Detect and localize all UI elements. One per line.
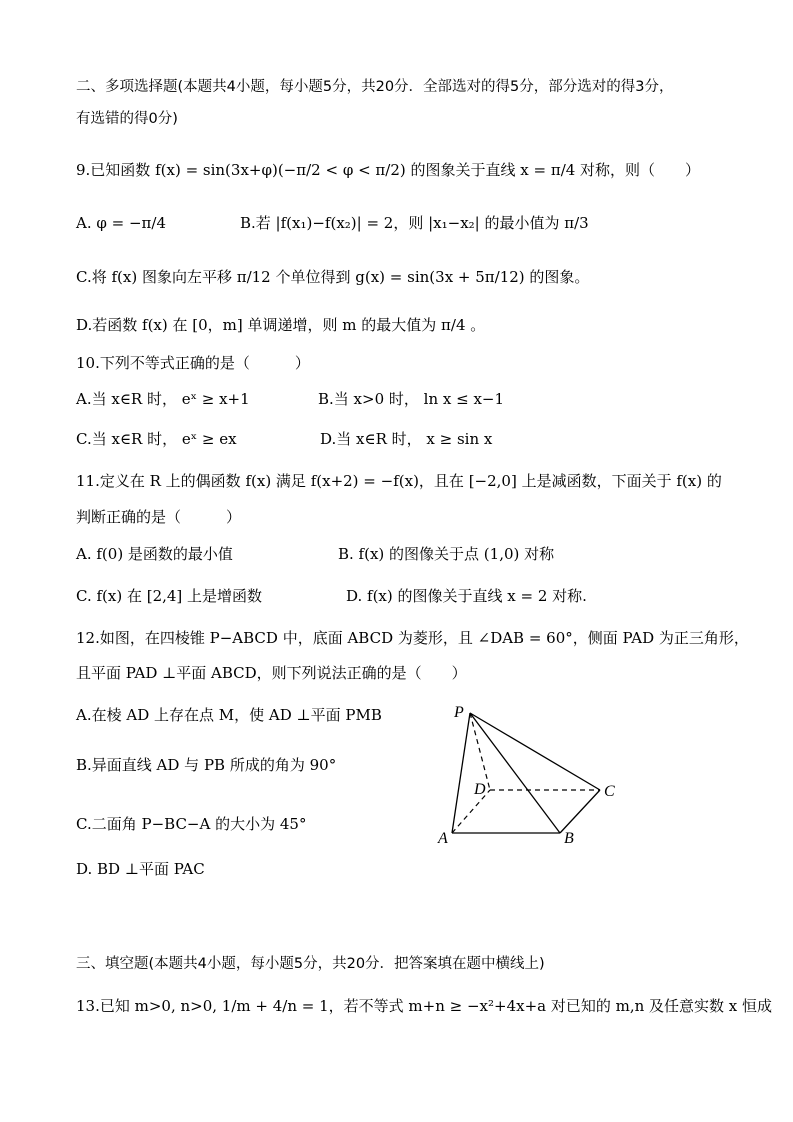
edge-pd (470, 713, 490, 790)
edge-pb (470, 713, 560, 833)
q10-stem: 10.下列不等式正确的是（ ） (76, 354, 310, 372)
q12-option-d: D. BD ⊥平面 PAC (76, 860, 205, 878)
section2-heading-line2: 有选错的得0分) (76, 111, 178, 127)
section2-heading-line1: 二、多项选择题(本题共4小题，每小题5分，共20分．全部选对的得5分，部分选对的得3分， (76, 79, 674, 95)
q9-stem: 9.已知函数 f(x) = sin(3x+φ)(−π/2 < φ < π/2) 的图象关于直线 x = π/4 对称，则（ ） (76, 161, 701, 179)
q10-option-b: B.当 x>0 时， ln x ≤ x−1 (318, 390, 505, 408)
q11-option-a: A. f(0) 是函数的最小值 (76, 545, 233, 563)
edge-pc (470, 713, 600, 790)
pyramid-figure (430, 695, 630, 855)
q9-option-d: D.若函数 f(x) 在 [0，m] 单调递增，则 m 的最大值为 π/4 。 (76, 316, 486, 334)
q11-option-b: B. f(x) 的图像关于点 (1,0) 对称 (338, 545, 555, 563)
q11-option-c: C. f(x) 在 [2,4] 上是增函数 (76, 587, 263, 605)
q10-option-d: D.当 x∈R 时， x ≥ sin x (320, 430, 493, 448)
edge-pa (452, 713, 470, 833)
edge-bc (560, 790, 600, 833)
q9-option-c: C.将 f(x) 图象向左平移 π/12 个单位得到 g(x) = sin(3x + 5π/12) 的图象。 (76, 268, 590, 286)
q10-option-c: C.当 x∈R 时， eˣ ≥ ex (76, 430, 237, 448)
vertex-c-label: C (604, 783, 615, 800)
q12-option-c: C.二面角 P−BC−A 的大小为 45° (76, 815, 307, 833)
q11-stem-line2: 判断正确的是（ ） (76, 508, 242, 526)
q9-option-b: B.若 |f(x₁)−f(x₂)| = 2，则 |x₁−x₂| 的最小值为 π/3 (240, 214, 589, 232)
vertex-p-label: P (454, 704, 464, 721)
section3-heading: 三、填空题(本题共4小题，每小题5分，共20分．把答案填在题中横线上) (76, 956, 545, 972)
q12-option-a: A.在棱 AD 上存在点 M，使 AD ⊥平面 PMB (76, 706, 382, 724)
vertex-d-label: D (474, 781, 486, 798)
q12-stem-line1: 12.如图，在四棱锥 P−ABCD 中，底面 ABCD 为菱形，且 ∠DAB = 60°，侧面 PAD 为正三角形， (76, 629, 749, 647)
q11-option-d: D. f(x) 的图像关于直线 x = 2 对称. (346, 587, 587, 605)
q12-option-b: B.异面直线 AD 与 PB 所成的角为 90° (76, 756, 337, 774)
q10-option-a: A.当 x∈R 时， eˣ ≥ x+1 (76, 390, 250, 408)
q13-stem: 13.已知 m>0, n>0, 1/m + 4/n = 1，若不等式 m+n ≥ −x²+4x+a 对已知的 m,n 及任意实数 x 恒成 (76, 997, 773, 1015)
q9-option-a: A. φ = −π/4 (76, 214, 166, 232)
vertex-b-label: B (564, 830, 574, 847)
vertex-a-label: A (438, 830, 448, 847)
q12-stem-line2: 且平面 PAD ⊥平面 ABCD，则下列说法正确的是（ ） (76, 664, 467, 682)
q11-stem-line1: 11.定义在 R 上的偶函数 f(x) 满足 f(x+2) = −f(x)，且在 [−2,0] 上是减函数，下面关于 f(x) 的 (76, 472, 722, 490)
